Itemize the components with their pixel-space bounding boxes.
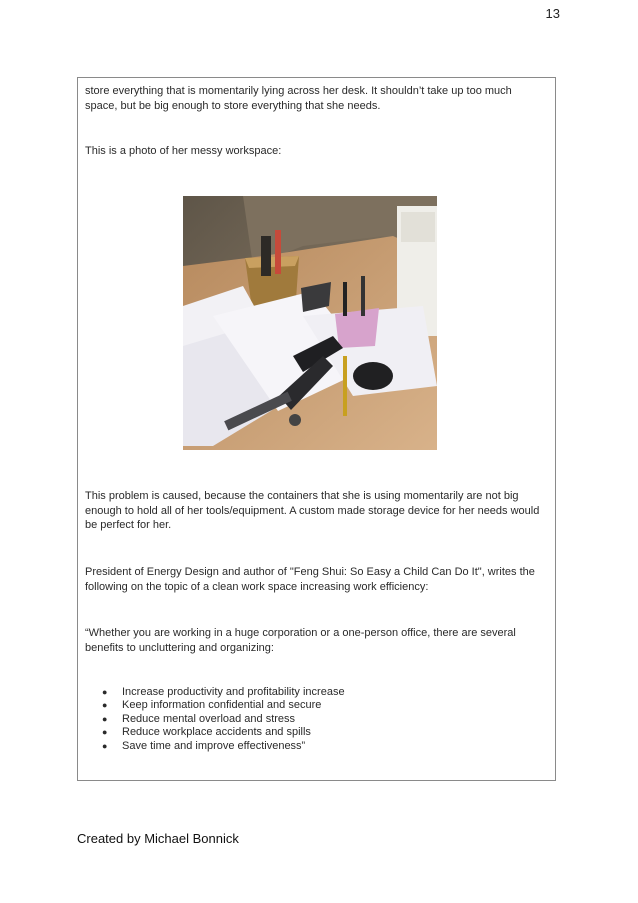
list-item: ● Reduce mental overload and stress <box>102 712 296 725</box>
list-item: ● Reduce workplace accidents and spills <box>102 726 311 739</box>
paragraph-problem: This problem is caused, because the containers that she is using momentarily are not big enough to hold all of her tools/equipment. A custom made storage device for her needs would be perfect for her. <box>85 490 540 531</box>
list-item: ● Increase productivity and profitability increase <box>102 686 345 698</box>
content-box <box>77 77 556 781</box>
paragraph-quote: “Whether you are working in a huge corporation or a one-person office, there are several benefits to uncluttering and organizing: <box>85 627 516 654</box>
list-item: ● Keep information confidential and secure <box>102 699 322 712</box>
bullet-icon: ● <box>102 700 108 711</box>
footer-credit: Created by Michael Bonnick <box>77 831 239 846</box>
list-item: ● Save time and improve effectiveness” <box>102 739 306 752</box>
workspace-photo <box>183 196 437 450</box>
paragraph-photo-caption: This is a photo of her messy workspace: <box>85 145 282 157</box>
bullet-icon: ● <box>102 740 108 751</box>
paragraph-author: President of Energy Design and author of "Feng Shui: So Easy a Child Can Do It", writes the following on the topic of a clean work space increasing work efficiency: <box>85 566 535 593</box>
page-number: 13 <box>545 6 560 21</box>
bullet-icon: ● <box>102 727 108 738</box>
benefits-list <box>102 686 345 753</box>
paragraph-intro: store everything that is momentarily lying across her desk. It shouldn’t take up too much space, but be big enough to store everything that she needs. <box>85 85 512 112</box>
bullet-icon: ● <box>102 687 108 697</box>
bullet-icon: ● <box>102 713 108 724</box>
